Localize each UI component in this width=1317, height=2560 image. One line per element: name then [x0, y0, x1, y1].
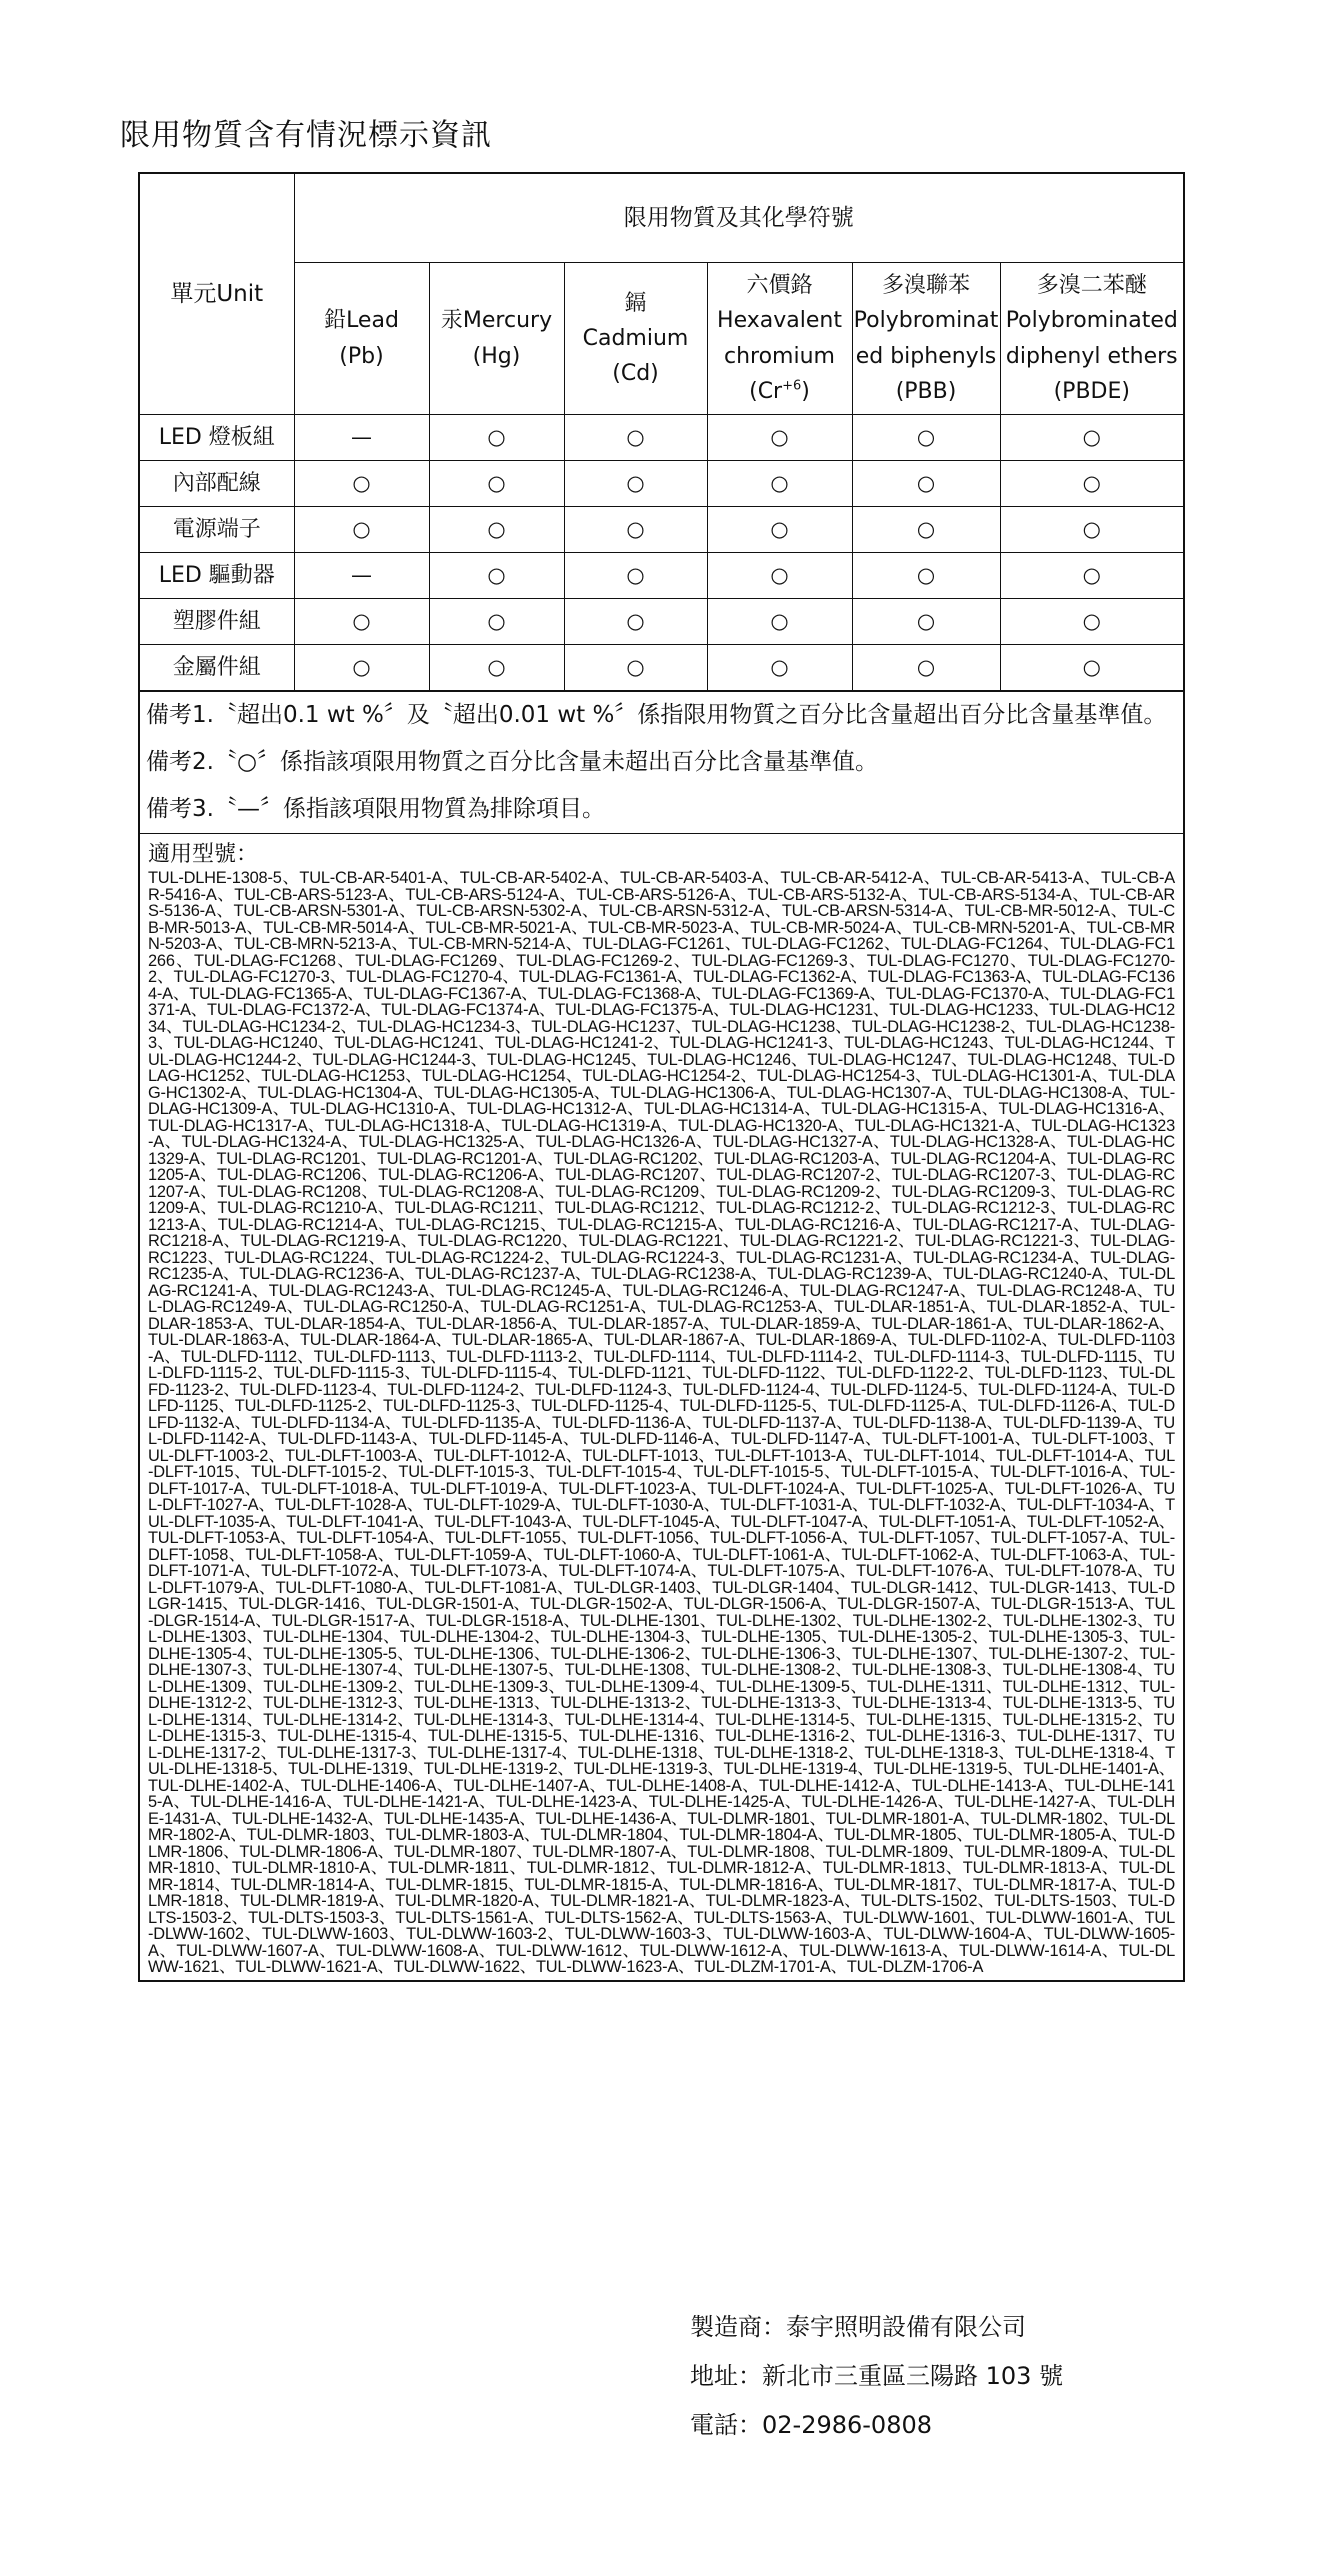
status-cell: ○	[429, 461, 564, 507]
substance-name: 汞Mercury	[440, 308, 553, 334]
substance-symbol	[708, 374, 852, 409]
status-cell: ○	[564, 599, 707, 645]
table-row	[140, 553, 1183, 599]
status-cell: ○	[429, 645, 564, 691]
substance-header-chromium	[707, 263, 852, 415]
status-cell: ○	[1000, 415, 1183, 461]
status-cell: ○	[564, 415, 707, 461]
symbol-end: )	[801, 378, 810, 404]
status-cell: ○	[707, 507, 852, 553]
substance-header-cadmium	[564, 263, 707, 415]
status-cell: ○	[294, 461, 429, 507]
substance-group-header: 限用物質及其化學符號	[294, 174, 1183, 263]
unit-name: 內部配線	[140, 461, 294, 507]
substance-header-lead	[294, 263, 429, 415]
table-row	[140, 415, 1183, 461]
substance-header-pbb	[852, 263, 1000, 415]
status-cell: ○	[852, 461, 1000, 507]
applicable-models-list: TUL-DLHE-1308-5、TUL-CB-AR-5401-A、TUL-CB-AR-5402-A、TUL-CB-AR-5403-A、TUL-CB-AR-5412-A、TUL-CB-AR-5413-A、TUL-CB-AR-5416-A、TUL-CB-ARS-5123-A、TUL-CB-ARS-5124-A、TUL-CB-ARS-5126-A、TUL-CB-ARS-5132-A、TUL-CB-ARS-5134-A、TUL-CB-ARS-5136-A、TUL-CB-ARSN-5301-A、TUL-CB-ARSN-5302-A、TUL-CB-ARSN-5312-A、TUL-CB-ARSN-5314-A、TUL-CB-MR-5012-A、TUL-CB-MR-5013-A、TUL-CB-MR-5014-A、TUL-CB-MR-5021-A、TUL-CB-MR-5023-A、TUL-CB-MR-5024-A、TUL-CB-MRN-5201-A、TUL-CB-MRN-5203-A、TUL-CB-MRN-5213-A、TUL-CB-MRN-5214-A、TUL-DLAG-FC1261、TUL-DLAG-FC1262、TUL-DLAG-FC1264、TUL-DLAG-FC1266、TUL-DLAG-FC1268、TUL-DLAG-FC1269、TUL-DLAG-FC1269-2、TUL-DLAG-FC1269-3、TUL-DLAG-FC1270、TUL-DLAG-FC1270-2、TUL-DLAG-FC1270-3、TUL-DLAG-FC1270-4、TUL-DLAG-FC1361-A、TUL-DLAG-FC1362-A、TUL-DLAG-FC1363-A、TUL-DLAG-FC1364-A、TUL-DLAG-FC1365-A、TUL-DLAG-FC1367-A、TUL-DLAG-FC1368-A、TUL-DLAG-FC1369-A、TUL-DLAG-FC1370-A、TUL-DLAG-FC1371-A、TUL-DLAG-FC1372-A、TUL-DLAG-FC1374-A、TUL-DLAG-FC1375-A、TUL-DLAG-HC1231、TUL-DLAG-HC1233、TUL-DLAG-HC1234、TUL-DLAG-HC1234-2、TUL-DLAG-HC1234-3、TUL-DLAG-HC1237、TUL-DLAG-HC1238、TUL-DLAG-HC1238-2、TUL-DLAG-HC1238-3、TUL-DLAG-HC1240、TUL-DLAG-HC1241、TUL-DLAG-HC1241-2、TUL-DLAG-HC1241-3、TUL-DLAG-HC1243、TUL-DLAG-HC1244、TUL-DLAG-HC1244-2、TUL-DLAG-HC1244-3、TUL-DLAG-HC1245、TUL-DLAG-HC1246、TUL-DLAG-HC1247、TUL-DLAG-HC1248、TUL-DLAG-HC1252、TUL-DLAG-HC1253、TUL-DLAG-HC1254、TUL-DLAG-HC1254-2、TUL-DLAG-HC1254-3、TUL-DLAG-HC1301-A、TUL-DLAG-HC1302-A、TUL-DLAG-HC1304-A、TUL-DLAG-HC1305-A、TUL-DLAG-HC1306-A、TUL-DLAG-HC1307-A、TUL-DLAG-HC1308-A、TUL-DLAG-HC1309-A、TUL-DLAG-HC1310-A、TUL-DLAG-HC1312-A、TUL-DLAG-HC1314-A、TUL-DLAG-HC1315-A、TUL-DLAG-HC1316-A、TUL-DLAG-HC1317-A、TUL-DLAG-HC1318-A、TUL-DLAG-HC1319-A、TUL-DLAG-HC1320-A、TUL-DLAG-HC1321-A、TUL-DLAG-HC1323-A、TUL-DLAG-HC1324-A、TUL-DLAG-HC1325-A、TUL-DLAG-HC1326-A、TUL-DLAG-HC1327-A、TUL-DLAG-HC1328-A、TUL-DLAG-HC1329-A、TUL-DLAG-RC1201、TUL-DLAG-RC1201-A、TUL-DLAG-RC1202、TUL-DLAG-RC1203-A、TUL-DLAG-RC1204-A、TUL-DLAG-RC1205-A、TUL-DLAG-RC1206、TUL-DLAG-RC1206-A、TUL-DLAG-RC1207、TUL-DLAG-RC1207-2、TUL-DLAG-RC1207-3、TUL-DLAG-RC1207-A、TUL-DLAG-RC1208、TUL-DLAG-RC1208-A、TUL-DLAG-RC1209、TUL-DLAG-RC1209-2、TUL-DLAG-RC1209-3、TUL-DLAG-RC1209-A、TUL-DLAG-RC1210-A、TUL-DLAG-RC1211、TUL-DLAG-RC1212、TUL-DLAG-RC1212-2、TUL-DLAG-RC1212-3、TUL-DLAG-RC1213-A、TUL-DLAG-RC1214-A、TUL-DLAG-RC1215、TUL-DLAG-RC1215-A、TUL-DLAG-RC1216-A、TUL-DLAG-RC1217-A、TUL-DLAG-RC1218-A、TUL-DLAG-RC1219-A、TUL-DLAG-RC1220、TUL-DLAG-RC1221、TUL-DLAG-RC1221-2、TUL-DLAG-RC1221-3、TUL-DLAG-RC1223、TUL-DLAG-RC1224、TUL-DLAG-RC1224-2、TUL-DLAG-RC1224-3、TUL-DLAG-RC1231-A、TUL-DLAG-RC1234-A、TUL-DLAG-RC1235-A、TUL-DLAG-RC1236-A、TUL-DLAG-RC1237-A、TUL-DLAG-RC1238-A、TUL-DLAG-RC1239-A、TUL-DLAG-RC1240-A、TUL-DLAG-RC1241-A、TUL-DLAG-RC1243-A、TUL-DLAG-RC1245-A、TUL-DLAG-RC1246-A、TUL-DLAG-RC1247-A、TUL-DLAG-RC1248-A、TUL-DLAG-RC1249-A、TUL-DLAG-RC1250-A、TUL-DLAG-RC1251-A、TUL-DLAG-RC1253-A、TUL-DLAR-1851-A、TUL-DLAR-1852-A、TUL-DLAR-1853-A、TUL-DLAR-1854-A、TUL-DLAR-1856-A、TUL-DLAR-1857-A、TUL-DLAR-1859-A、TUL-DLAR-1861-A、TUL-DLAR-1862-A、TUL-DLAR-1863-A、TUL-DLAR-1864-A、TUL-DLAR-1865-A、TUL-DLAR-1867-A、TUL-DLAR-1869-A、TUL-DLFD-1102-A、TUL-DLFD-1103-A、TUL-DLFD-1112、TUL-DLFD-1113、TUL-DLFD-1113-2、TUL-DLFD-1114、TUL-DLFD-1114-2、TUL-DLFD-1114-3、TUL-DLFD-1115、TUL-DLFD-1115-2、TUL-DLFD-1115-3、TUL-DLFD-1115-4、TUL-DLFD-1121、TUL-DLFD-1122、TUL-DLFD-1122-2、TUL-DLFD-1123、TUL-DLFD-1123-2、TUL-DLFD-1123-4、TUL-DLFD-1124-2、TUL-DLFD-1124-3、TUL-DLFD-1124-4、TUL-DLFD-1124-5、TUL-DLFD-1124-A、TUL-DLFD-1125、TUL-DLFD-1125-2、TUL-DLFD-1125-3、TUL-DLFD-1125-4、TUL-DLFD-1125-5、TUL-DLFD-1125-A、TUL-DLFD-1126-A、TUL-DLFD-1132-A、TUL-DLFD-1134-A、TUL-DLFD-1135-A、TUL-DLFD-1136-A、TUL-DLFD-1137-A、TUL-DLFD-1138-A、TUL-DLFD-1139-A、TUL-DLFD-1142-A、TUL-DLFD-1143-A、TUL-DLFD-1145-A、TUL-DLFD-1146-A、TUL-DLFD-1147-A、TUL-DLFT-1001-A、TUL-DLFT-1003、TUL-DLFT-1003-2、TUL-DLFT-1003-A、TUL-DLFT-1012-A、TUL-DLFT-1013、TUL-DLFT-1013-A、TUL-DLFT-1014、TUL-DLFT-1014-A、TUL-DLFT-1015、TUL-DLFT-1015-2、TUL-DLFT-1015-3、TUL-DLFT-1015-4、TUL-DLFT-1015-5、TUL-DLFT-1015-A、TUL-DLFT-1016-A、TUL-DLFT-1017-A、TUL-DLFT-1018-A、TUL-DLFT-1019-A、TUL-DLFT-1023-A、TUL-DLFT-1024-A、TUL-DLFT-1025-A、TUL-DLFT-1026-A、TUL-DLFT-1027-A、TUL-DLFT-1028-A、TUL-DLFT-1029-A、TUL-DLFT-1030-A、TUL-DLFT-1031-A、TUL-DLFT-1032-A、TUL-DLFT-1034-A、TUL-DLFT-1035-A、TUL-DLFT-1041-A、TUL-DLFT-1043-A、TUL-DLFT-1045-A、TUL-DLFT-1047-A、TUL-DLFT-1051-A、TUL-DLFT-1052-A、TUL-DLFT-1053-A、TUL-DLFT-1054-A、TUL-DLFT-1055、TUL-DLFT-1056、TUL-DLFT-1056-A、TUL-DLFT-1057、TUL-DLFT-1057-A、TUL-DLFT-1058、TUL-DLFT-1058-A、TUL-DLFT-1059-A、TUL-DLFT-1060-A、TUL-DLFT-1061-A、TUL-DLFT-1062-A、TUL-DLFT-1063-A、TUL-DLFT-1071-A、TUL-DLFT-1072-A、TUL-DLFT-1073-A、TUL-DLFT-1074-A、TUL-DLFT-1075-A、TUL-DLFT-1076-A、TUL-DLFT-1078-A、TUL-DLFT-1079-A、TUL-DLFT-1080-A、TUL-DLFT-1081-A、TUL-DLGR-1403、TUL-DLGR-1404、TUL-DLGR-1412、TUL-DLGR-1413、TUL-DLGR-1415、TUL-DLGR-1416、TUL-DLGR-1501-A、TUL-DLGR-1502-A、TUL-DLGR-1506-A、TUL-DLGR-1507-A、TUL-DLGR-1513-A、TUL-DLGR-1514-A、TUL-DLGR-1517-A、TUL-DLGR-1518-A、TUL-DLHE-1301、TUL-DLHE-1302、TUL-DLHE-1302-2、TUL-DLHE-1302-3、TUL-DLHE-1303、TUL-DLHE-1304、TUL-DLHE-1304-2、TUL-DLHE-1304-3、TUL-DLHE-1305、TUL-DLHE-1305-2、TUL-DLHE-1305-3、TUL-DLHE-1305-4、TUL-DLHE-1305-5、TUL-DLHE-1306、TUL-DLHE-1306-2、TUL-DLHE-1306-3、TUL-DLHE-1307、TUL-DLHE-1307-2、TUL-DLHE-1307-3、TUL-DLHE-1307-4、TUL-DLHE-1307-5、TUL-DLHE-1308、TUL-DLHE-1308-2、TUL-DLHE-1308-3、TUL-DLHE-1308-4、TUL-DLHE-1309、TUL-DLHE-1309-2、TUL-DLHE-1309-3、TUL-DLHE-1309-4、TUL-DLHE-1309-5、TUL-DLHE-1311、TUL-DLHE-1312、TUL-DLHE-1312-2、TUL-DLHE-1312-3、TUL-DLHE-1313、TUL-DLHE-1313-2、TUL-DLHE-1313-3、TUL-DLHE-1313-4、TUL-DLHE-1313-5、TUL-DLHE-1314、TUL-DLHE-1314-2、TUL-DLHE-1314-3、TUL-DLHE-1314-4、TUL-DLHE-1314-5、TUL-DLHE-1315、TUL-DLHE-1315-2、TUL-DLHE-1315-3、TUL-DLHE-1315-4、TUL-DLHE-1315-5、TUL-DLHE-1316、TUL-DLHE-1316-2、TUL-DLHE-1316-3、TUL-DLHE-1317、TUL-DLHE-1317-2、TUL-DLHE-1317-3、TUL-DLHE-1317-4、TUL-DLHE-1318、TUL-DLHE-1318-2、TUL-DLHE-1318-3、TUL-DLHE-1318-4、TUL-DLHE-1318-5、TUL-DLHE-1319、TUL-DLHE-1319-2、TUL-DLHE-1319-3、TUL-DLHE-1319-4、TUL-DLHE-1319-5、TUL-DLHE-1401-A、TUL-DLHE-1402-A、TUL-DLHE-1406-A、TUL-DLHE-1407-A、TUL-DLHE-1408-A、TUL-DLHE-1412-A、TUL-DLHE-1413-A、TUL-DLHE-1415-A、TUL-DLHE-1416-A、TUL-DLHE-1421-A、TUL-DLHE-1423-A、TUL-DLHE-1425-A、TUL-DLHE-1426-A、TUL-DLHE-1427-A、TUL-DLHE-1431-A、TUL-DLHE-1432-A、TUL-DLHE-1435-A、TUL-DLHE-1436-A、TUL-DLMR-1801、TUL-DLMR-1801-A、TUL-DLMR-1802、TUL-DLMR-1802-A、TUL-DLMR-1803、TUL-DLMR-1803-A、TUL-DLMR-1804、TUL-DLMR-1804-A、TUL-DLMR-1805、TUL-DLMR-1805-A、TUL-DLMR-1806、TUL-DLMR-1806-A、TUL-DLMR-1807、TUL-DLMR-1807-A、TUL-DLMR-1808、TUL-DLMR-1809、TUL-DLMR-1809-A、TUL-DLMR-1810、TUL-DLMR-1810-A、TUL-DLMR-1811、TUL-DLMR-1812、TUL-DLMR-1812-A、TUL-DLMR-1813、TUL-DLMR-1813-A、TUL-DLMR-1814、TUL-DLMR-1814-A、TUL-DLMR-1815、TUL-DLMR-1815-A、TUL-DLMR-1816-A、TUL-DLMR-1817、TUL-DLMR-1817-A、TUL-DLMR-1818、TUL-DLMR-1819-A、TUL-DLMR-1820-A、TUL-DLMR-1821-A、TUL-DLMR-1823-A、TUL-DLTS-1502、TUL-DLTS-1503、TUL-DLTS-1503-2、TUL-DLTS-1503-3、TUL-DLTS-1561-A、TUL-DLTS-1562-A、TUL-DLTS-1563-A、TUL-DLWW-1601、TUL-DLWW-1601-A、TUL-DLWW-1602、TUL-DLWW-1603、TUL-DLWW-1603-2、TUL-DLWW-1603-3、TUL-DLWW-1603-A、TUL-DLWW-1604-A、TUL-DLWW-1605-A、TUL-DLWW-1607-A、TUL-DLWW-1608-A、TUL-DLWW-1612、TUL-DLWW-1612-A、TUL-DLWW-1613-A、TUL-DLWW-1614-A、TUL-DLWW-1621、TUL-DLWW-1621-A、TUL-DLWW-1622、TUL-DLWW-1623-A、TUL-DLZM-1701-A、TUL-DLZM-1706-A	[148, 869, 1175, 1976]
status-cell: ○	[1000, 507, 1183, 553]
substance-name-zh: 六價鉻	[746, 273, 813, 299]
status-cell: ○	[294, 645, 429, 691]
status-cell: ○	[852, 645, 1000, 691]
rohs-declaration-frame	[138, 172, 1185, 1982]
status-cell: ○	[707, 599, 852, 645]
status-cell: —	[294, 415, 429, 461]
substance-name: Polybrominat	[853, 308, 999, 334]
substance-name-2: ed biphenyls	[855, 343, 997, 369]
status-cell: ○	[429, 507, 564, 553]
manufacturer-info	[690, 2303, 1063, 2450]
status-cell: ○	[294, 507, 429, 553]
table-row	[140, 507, 1183, 553]
substance-name-zh: 多溴聯苯	[881, 273, 970, 299]
status-cell: ○	[707, 645, 852, 691]
substance-name-zh: 多溴二苯醚	[1036, 273, 1147, 299]
symbol-base: (Cr	[749, 378, 783, 404]
substance-name-2: chromium	[724, 343, 835, 369]
status-cell: ○	[564, 645, 707, 691]
status-cell: ○	[852, 553, 1000, 599]
table-row	[140, 599, 1183, 645]
unit-name: LED 燈板組	[140, 415, 294, 461]
remark-3: 備考3.〝—〞係指該項限用物質為排除項目。	[146, 796, 605, 822]
applicable-models-section	[140, 833, 1183, 1980]
status-cell: ○	[429, 599, 564, 645]
applicable-models-heading: 適用型號：	[148, 842, 259, 867]
unit-name: 金屬件組	[140, 645, 294, 691]
page-title: 限用物質含有情況標示資訊	[120, 118, 492, 153]
status-cell: ○	[1000, 553, 1183, 599]
status-cell: ○	[564, 507, 707, 553]
status-cell: ○	[1000, 599, 1183, 645]
status-cell: —	[294, 553, 429, 599]
status-cell: ○	[707, 415, 852, 461]
status-cell: ○	[1000, 645, 1183, 691]
substance-symbol: (Hg)	[472, 343, 521, 369]
substance-name: Cadmium	[582, 325, 689, 351]
status-cell: ○	[1000, 461, 1183, 507]
substance-symbol: (Cd)	[612, 361, 659, 387]
table-row	[140, 645, 1183, 691]
unit-name: LED 驅動器	[140, 553, 294, 599]
unit-name: 塑膠件組	[140, 599, 294, 645]
unit-name: 電源端子	[140, 507, 294, 553]
symbol-superscript: +6	[782, 378, 802, 394]
substance-name-zh: 鎘	[624, 290, 647, 316]
manufacturer-address: 地址：新北市三重區三陽路 103 號	[690, 2362, 1064, 2390]
status-cell: ○	[429, 415, 564, 461]
remark-2: 備考2.〝○〞係指該項限用物質之百分比含量未超出百分比含量基準值。	[146, 749, 879, 775]
status-cell: ○	[294, 599, 429, 645]
substance-name-2: diphenyl ethers	[1005, 343, 1178, 369]
unit-header: 單元Unit	[140, 174, 294, 415]
status-cell: ○	[707, 461, 852, 507]
remarks-section	[140, 691, 1183, 833]
status-cell: ○	[429, 553, 564, 599]
substance-name: 鉛Lead	[324, 308, 399, 334]
status-cell: ○	[564, 553, 707, 599]
status-cell: ○	[852, 507, 1000, 553]
substance-symbol: (PBDE)	[1053, 378, 1130, 404]
substance-symbol: (PBB)	[895, 378, 957, 404]
restricted-substances-table	[140, 174, 1183, 691]
status-cell: ○	[707, 553, 852, 599]
status-cell: ○	[852, 415, 1000, 461]
manufacturer-phone: 電話：02-2986-0808	[690, 2411, 933, 2439]
status-cell: ○	[564, 461, 707, 507]
substance-name: Polybrominated	[1005, 308, 1178, 334]
substance-header-mercury	[429, 263, 564, 415]
status-cell: ○	[852, 599, 1000, 645]
manufacturer-name: 製造商：泰宇照明設備有限公司	[690, 2313, 1026, 2341]
substance-header-pbde	[1000, 263, 1183, 415]
table-row	[140, 461, 1183, 507]
substance-name: Hexavalent	[717, 308, 842, 334]
remark-1: 備考1.〝超出0.1 wt %〞及〝超出0.01 wt %〞係指限用物質之百分比含量超出百分比含量基準值。	[146, 702, 1167, 728]
substance-symbol: (Pb)	[339, 343, 384, 369]
